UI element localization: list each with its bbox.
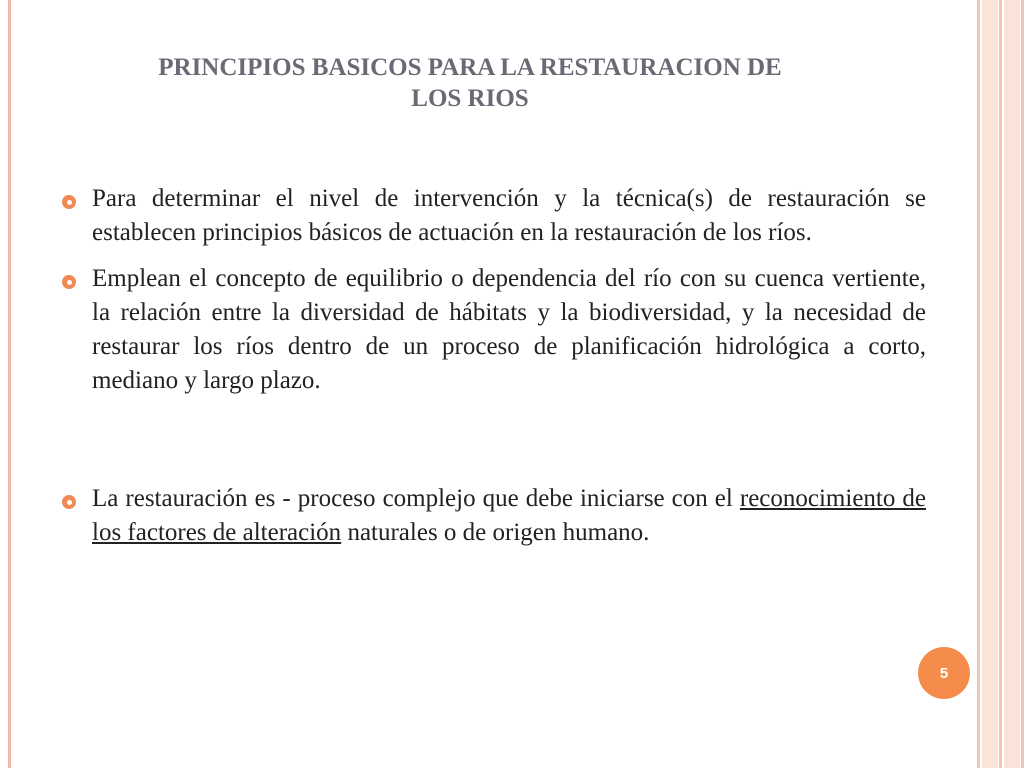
bullet-item-1 — [62, 182, 926, 250]
bullet-dot-icon — [62, 495, 76, 509]
title-line-1: PRINCIPIOS BASICOS PARA LA RESTAURACION DE — [158, 54, 782, 81]
stripe — [982, 0, 998, 768]
bullet-dot-icon — [62, 275, 76, 289]
bullet-text-3-underlined: reconocimiento de los factores de alteración — [92, 485, 926, 546]
bullet-text-1: Para determinar el nivel de intervención y la técnica(s) de restauración se establecen principios básicos de actuación en la restauración de los ríos. — [92, 185, 926, 246]
stripe — [1004, 0, 1020, 768]
bullet-text-3-start: La restauración es - proceso complejo que debe iniciarse con el — [92, 485, 740, 512]
stripe — [977, 0, 980, 768]
page-number: 5 — [939, 664, 949, 682]
slide-title — [60, 52, 880, 114]
bullet-dot-icon — [62, 195, 76, 209]
bullet-item-2 — [62, 262, 926, 398]
bullet-text-3-end: naturales o de origen humano. — [341, 519, 650, 546]
page-number-badge — [918, 647, 970, 699]
stripe — [999, 0, 1002, 768]
bullet-item-3 — [62, 482, 926, 550]
right-decorative-stripes — [976, 0, 1024, 768]
bullet-list — [62, 182, 926, 550]
bullet-text-2: Emplean el concepto de equilibrio o dependencia del río con su cuenca vertiente, la relación entre la diversidad de hábitats y la biodiversidad, y la necesidad de restaurar los ríos dentro de un proceso de planificación hidrológica a corto, mediano y largo plazo. — [92, 265, 926, 394]
left-border-line — [8, 0, 11, 768]
title-line-2: LOS RIOS — [411, 85, 529, 112]
